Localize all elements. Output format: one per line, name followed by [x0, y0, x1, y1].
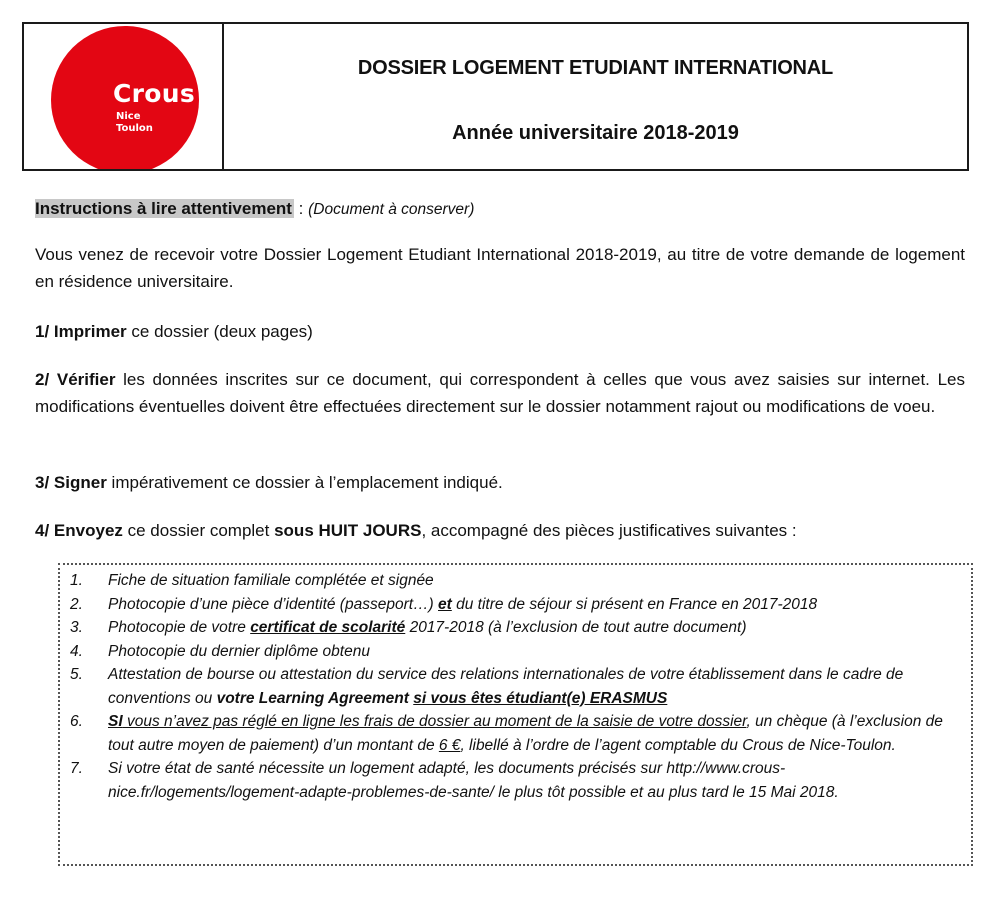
logo-line-2: Toulon	[116, 123, 153, 134]
step-2-number: 2/	[35, 370, 50, 389]
list-item: 7. Si votre état de santé nécessite un logement adapté, les documents précisés sur http://www.crous-nice.fr/logements/logement-adapte-problemes-de-sante/ le plus tôt possible et au plus tard le 15 Mai 2018.	[70, 760, 839, 801]
logo-cell	[24, 24, 224, 169]
list-item: 4. Photocopie du dernier diplôme obtenu	[70, 642, 370, 660]
step-1-number: 1/	[35, 322, 50, 341]
fee-amount: 6 €	[438, 736, 461, 754]
step-2-text: les données inscrites sur ce document, qui correspondent à celles que vous avez saisies sur internet. Les modifications éventuelles doivent être effectuées directement sur le dossier notamment rajout ou modifications de voeu.	[35, 370, 965, 416]
instructions-note: (Document à conserver)	[308, 201, 475, 218]
emphasis-si: SI	[108, 713, 123, 730]
instructions-heading: Instructions à lire attentivement	[35, 199, 292, 218]
step-4-text-b: , accompagné des pièces justificatives suivantes :	[421, 521, 797, 540]
instructions-heading-line	[35, 195, 965, 223]
academic-year: Année universitaire 2018-2019	[452, 122, 739, 144]
emphasis-et: et	[438, 595, 452, 613]
intro-paragraph: Vous venez de recevoir votre Dossier Logement Etudiant International 2018-2019, au titre de votre demande de logement en résidence universitaire.	[35, 245, 965, 291]
title-cell	[224, 24, 967, 169]
logo-brand: Crous	[113, 79, 196, 108]
step-1-text: ce dossier (deux pages)	[126, 322, 313, 341]
list-item: 1. Fiche de situation familiale complétée et signée	[70, 572, 434, 589]
step-3-text: impérativement ce dossier à l’emplacement indiqué.	[106, 473, 503, 492]
step-2-action: Vérifier	[56, 370, 116, 389]
step-4-number: 4/	[35, 521, 50, 540]
step-1-action: Imprimer	[53, 322, 127, 341]
document-header	[22, 22, 969, 171]
logo-subtitle	[116, 111, 153, 135]
step-2	[35, 366, 965, 420]
step-4-deadline: sous HUIT JOURS	[274, 521, 422, 540]
document-title: DOSSIER LOGEMENT ETUDIANT INTERNATIONAL	[357, 57, 834, 79]
emphasis-certificat: certificat de scolarité	[250, 619, 406, 636]
emphasis-learning-agreement: votre Learning Agreement	[216, 689, 409, 707]
step-3-action: Signer	[53, 473, 107, 492]
step-4	[35, 517, 965, 544]
crous-logo	[51, 26, 199, 169]
required-documents-list	[58, 563, 973, 866]
instructions-separator: :	[293, 199, 309, 218]
list-item: 6. SI vous n’avez pas réglé en ligne les frais de dossier au moment de la saisie de votre dossier, un chèque (à l’exclusion de tout autre moyen de paiement) d’un montant de 6 €, libellé à l’ordre de l’agent comptable du Crous de Nice-Toulon.	[70, 713, 943, 754]
step-1	[35, 318, 965, 345]
step-3	[35, 469, 965, 496]
list-item: 5. Attestation de bourse ou attestation du service des relations internationales de votre établissement dans le cadre de conventions ou votre Learning Agreement si vous êtes étudiant(e) ERASMUS	[70, 666, 904, 707]
logo-line-1: Nice	[116, 111, 141, 122]
list-item: 3. Photocopie de votre certificat de scolarité 2017-2018 (à l’exclusion de tout autre document)	[70, 619, 747, 636]
emphasis-erasmus: si vous êtes étudiant(e) ERASMUS	[413, 689, 668, 707]
step-3-number: 3/	[35, 473, 50, 492]
step-4-text-a: ce dossier complet	[122, 521, 275, 540]
step-4-action: Envoyez	[53, 521, 123, 540]
list-item: 2. Photocopie d’une pièce d’identité (passeport…) et du titre de séjour si présent en France en 2017-2018	[70, 595, 818, 613]
